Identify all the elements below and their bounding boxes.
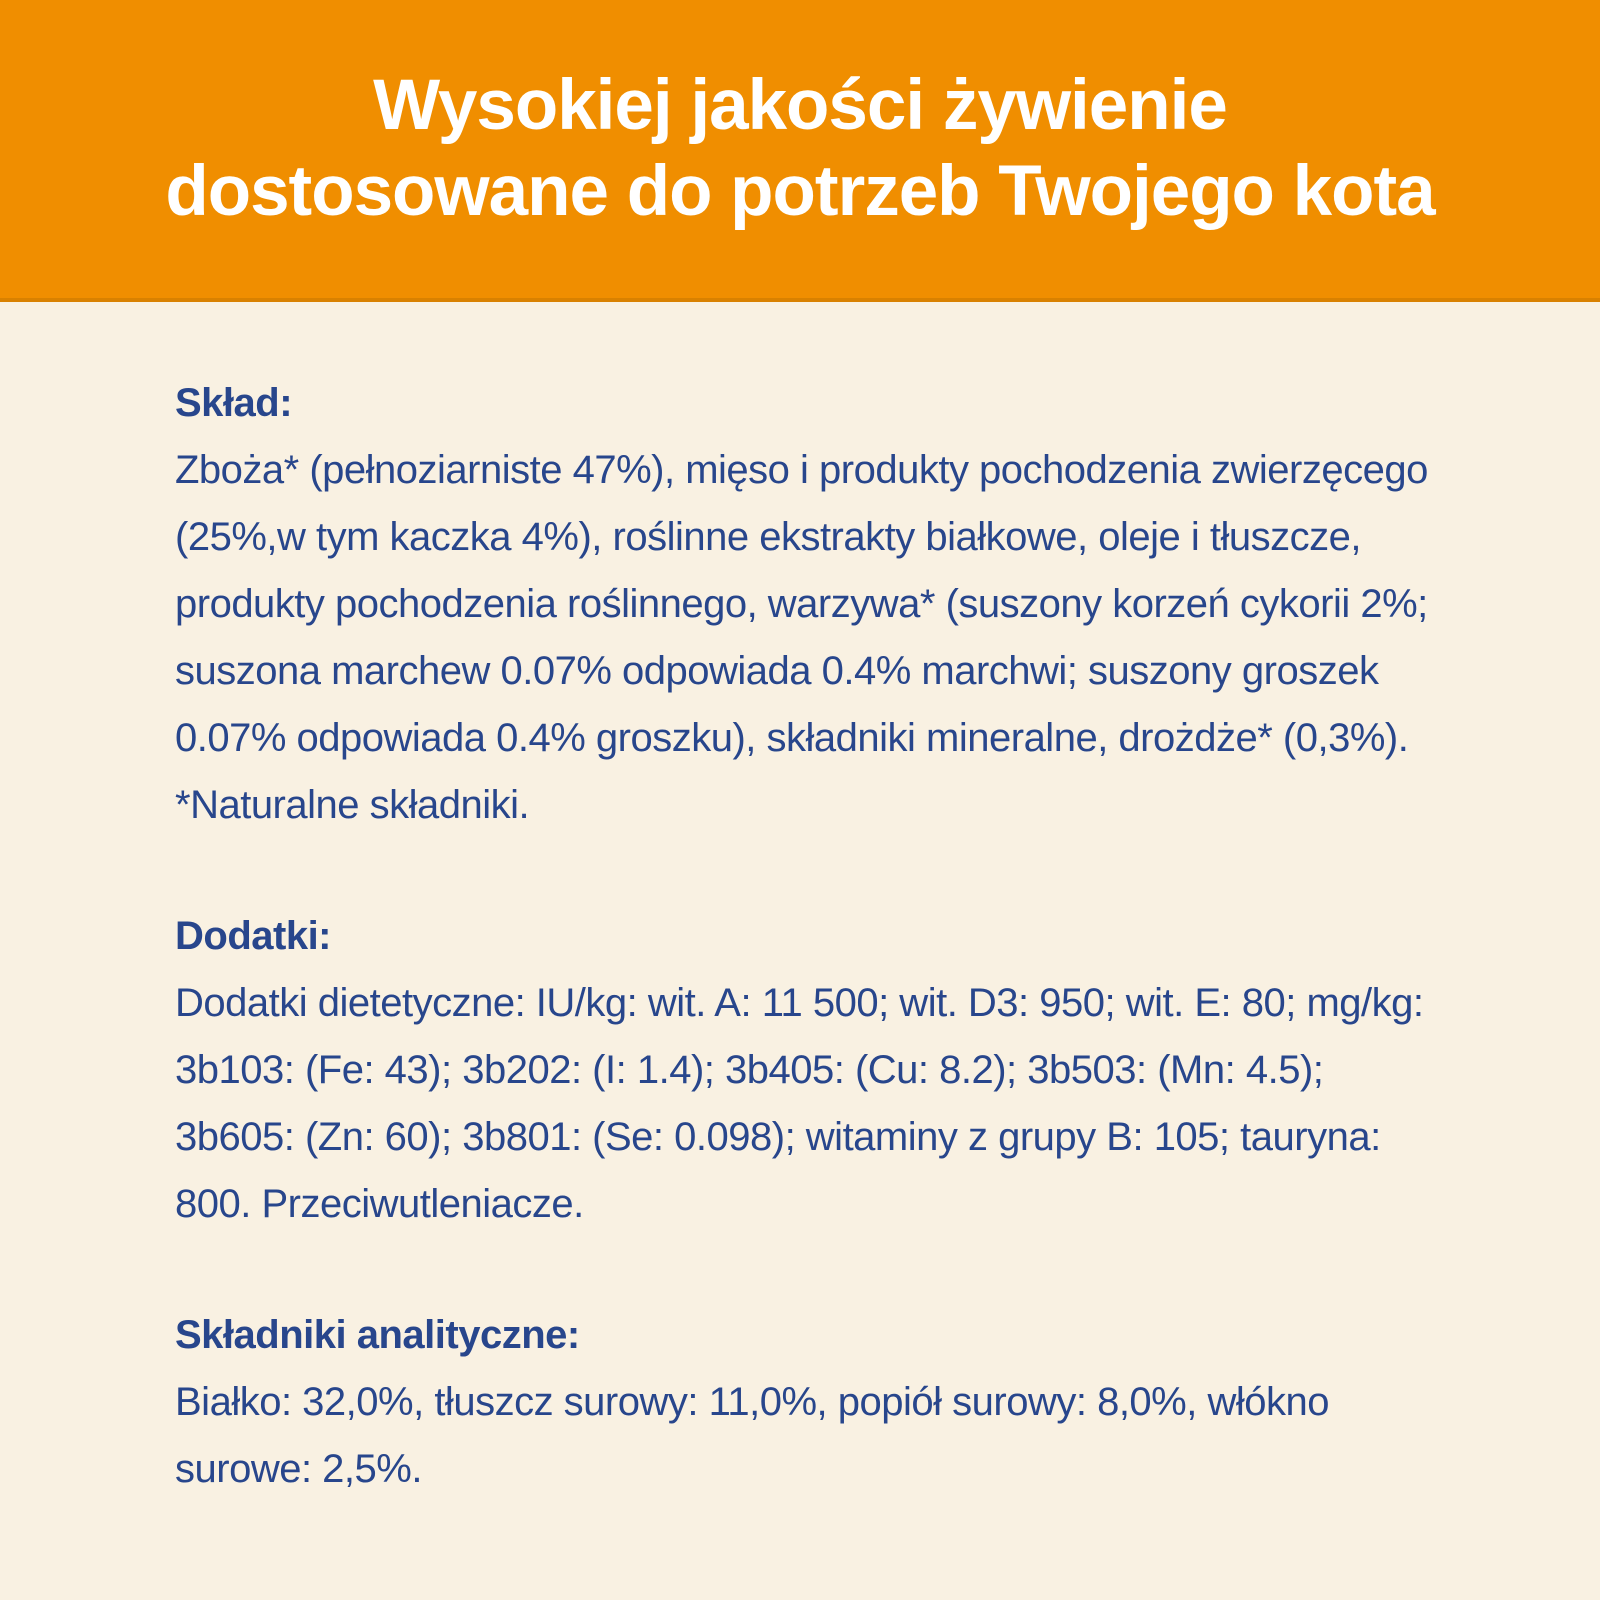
section-text-skladniki-analityczne: Białko: 32,0%, tłuszcz surowy: 11,0%, popiół surowy: 8,0%, włókno surowe: 2,5%. [175,1380,1329,1491]
header-banner [0,0,1600,302]
header-title-line1: Wysokiej jakości żywienie [373,66,1227,145]
section-text-sklad: Zboża* (pełnoziarniste 47%), mięso i produkty pochodzenia zwierzęcego (25%,w tym kaczka 4%), roślinne ekstrakty białkowe, oleje i tłuszcze, produkty pochodzenia roślinnego, warzywa* (suszony korzeń cykorii 2%; suszona marchew 0.07% odpowiada 0.4% marchwi; suszony groszek 0.07% odpowiada 0.4% groszku), składniki mineralne, drożdże* (0,3%). *Naturalne składniki. [175,448,1428,827]
info-body [0,302,1600,1503]
section-heading-sklad: Skład: [175,381,293,425]
section-sklad [175,370,1430,839]
section-text-dodatki: Dodatki dietetyczne: IU/kg: wit. A: 11 500; wit. D3: 950; wit. E: 80; mg/kg: 3b103: (Fe: 43); 3b202: (I: 1.4); 3b405: (Cu: 8.2); 3b503: (Mn: 4.5); 3b605: (Zn: 60); 3b801: (Se: 0.098); witaminy z grupy B: 105; tauryna: 800. Przeciwutleniacze. [175,981,1424,1226]
section-dodatki [175,903,1430,1238]
header-title-line2: dostosowane do potrzeb Twojego kota [165,152,1435,231]
section-heading-dodatki: Dodatki: [175,914,331,958]
section-skladniki-analityczne [175,1302,1430,1503]
section-heading-skladniki-analityczne: Składniki analityczne: [175,1313,580,1357]
